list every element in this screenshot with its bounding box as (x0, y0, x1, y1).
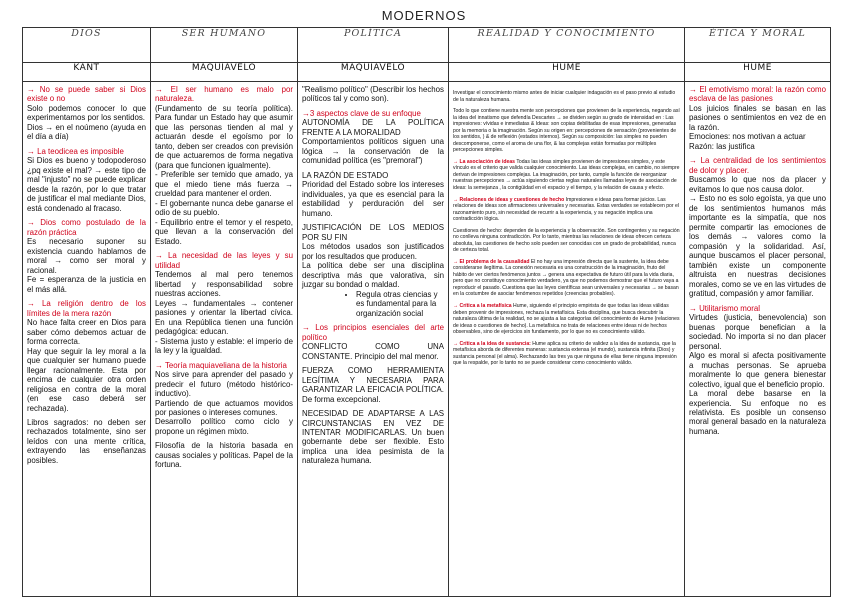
realidad-section (453, 341, 680, 367)
realidad-section (453, 90, 680, 103)
realidad-column (449, 82, 685, 597)
etica-text: Virtudes (justicia, benevolencia) son buenas porque benefician a la sociedad. No importa si no dan placer personal. Algo es moral si afecta positivamente a muchas personas. Se aprueba moralmente lo que genera bienestar colectivo, igual que el beneficio propio. La moral debe basarse en la experiencia. Su enfoque no es relativista. Es posible un consenso moral general basado en la naturaleza humana. (689, 313, 826, 436)
etica-column (685, 82, 831, 597)
author-header: HUME (685, 63, 831, 82)
ser-humano-content (151, 82, 297, 473)
realidad-text: Cuestiones de hecho: dependen de la experiencia y la observación. Son contingentes y su negación no conlleva ninguna contradicción. Por lo tanto, mientras las relaciones de ideas ofrecen certeza absoluta, las cuestiones de hecho solo pueden ser conocidas con un grado de probabilidad, nunca de certeza total. (453, 227, 680, 254)
politica-intro: "Realismo político" (Describir los hechos políticos tal y como son). (302, 85, 444, 104)
realidad-content (449, 82, 684, 375)
realidad-heading: → Relaciones de ideas y cuestiones de hecho (453, 196, 565, 203)
humano-section (155, 361, 293, 437)
dios-section (27, 85, 146, 142)
page-title: MODERNOS (381, 8, 467, 23)
humano-heading: → El ser humano es malo por naturaleza. (155, 85, 293, 104)
dios-content (23, 82, 150, 468)
realidad-text: Todo lo que contiene nuestra mente son percepciones que provienen de la experiencia, negando así la idea del innatismo que defendía Descartes → se dividen según su grado de intensidad en : Las impresiones: vívidas e inmediatas & Ideas: son copias debilitadas de esas impresiones, generadas por la memoria o la imaginación. Según su origen en: percepciones de sensación (provenientes de los sentidos, ) & de reflexión (estados internos). Según su composición: las simples no pueden descomponerse, como el aroma de una flor, & las complejas están formadas por múltiples percepciones simples. (453, 108, 680, 154)
realidad-heading: → Crítica a la idea de sustancia: (453, 340, 531, 347)
humano-text: Nos sirve para aprender del pasado y predecir el futuro (método histórico-inductivo). Partiendo de que actuamos movidos por pasiones o intereses comunes. Desarrollo político como ciclo y propone un régimen mixto. (155, 370, 293, 436)
etica-heading: → La centralidad de los sentimientos de dolor y placer. (689, 156, 826, 175)
topic-header-row (23, 28, 831, 63)
etica-text: Los juicios finales se basan en las pasiones o sentimientos en vez de en la razón. Emociones: nos motivan a actuar Razón: las justifica (689, 103, 826, 151)
dios-heading: → La religión dentro de los límites de la mera razón (27, 299, 146, 318)
dios-section (27, 147, 146, 213)
realidad-section (453, 159, 680, 192)
politica-content (298, 82, 448, 469)
realidad-text: Hume, siguiendo el principio empirista de que todas las ideas válidas deben provenir de impresiones, rechaza la metafísica. Esta disciplina, que busca descubrir la naturaleza última de la realidad, no se ajusta a las categorías del conocimiento de Hume (relaciones de ideas o cuestiones de hecho). La metafísica no trata de relaciones entre ideas ni de hechos observables, sino de ejercicios sin fundamento, por lo que no es conocimiento válido. (453, 303, 680, 336)
humano-text: Tendemos al mal pero tenemos libertad y responsabilidad sobre nuestras acciones. Leyes → fundamentales → contener pasiones y orientar la libertad cívica. En una República tienen una función pedagógica: educan. - Sistema justo y estable: el imperio de la ley y la igualdad. (155, 270, 293, 356)
dios-heading: → No se puede saber si Dios existe o no (27, 85, 146, 104)
humano-section (155, 441, 293, 469)
dios-text: No hace falta creer en Dios para saber cómo debemos actuar de forma correcta. Hay que seguir la ley moral a la que cualquier ser humano puede llegar racionalmente. Esta por encima de cualquier otra orden religiosa en contra de la moral (en ese caso deberá ser rechazada). (27, 318, 146, 413)
realidad-heading: → Crítica a la metafísica (453, 303, 512, 310)
topic-header: SER HUMANO (151, 28, 298, 63)
politica-bullet: • Regula otras ciencias y es fundamental para la organización social (356, 290, 444, 318)
politica-necesidad: NECESIDAD DE ADAPTARSE A LAS CIRCUNSTANCIAS EN VEZ DE INTENTAR MODIFICARLAS. Un buen gobernante debe ser flexible. Esto implica una idea pesimista de la naturaleza humana. (302, 409, 444, 466)
etica-content (685, 82, 830, 439)
humano-text: (Fundamento de su teoría política). Para fundar un Estado hay que asumir que las personas tienden al mal y actuarán desde el egoísmo por lo tanto, deben ser creados con previsión de que actuaremos de forma negativa (para que funcionen igualmente). - Preferible ser temido que amado, ya que el miedo tiene más fuerza → crueldad para mantener el orden. - El gobernante nunca debe ganarse el odio de su pueblo. - Equilibrio entre el temor y el respeto, que llevan a la conservación del Estado. (155, 103, 293, 246)
realidad-section (453, 228, 680, 254)
politica-bullet-list (316, 290, 444, 318)
politica-razon-estado: LA RAZÓN DE ESTADO Prioridad del Estado sobre los intereses individuales, ya que es esencial para la estabilidad y perduración del ser humano. (302, 170, 444, 218)
humano-heading: → La necesidad de las leyes y su utilidad (155, 251, 293, 270)
etica-heading: → El emotivismo moral: la razón como esclava de las pasiones (689, 85, 826, 104)
topic-header: DIOS (23, 28, 151, 63)
dios-text: Si Dios es bueno y todopoderoso ¿pq existe el mal? → este tipo de mal "injusto" no se puede explicar desde la razón, por lo que tratar de justificar el mal mediante Dios, está condenado al fracaso. (27, 156, 146, 213)
humano-section (155, 251, 293, 355)
realidad-text: Hume aplica su criterio de validez a la idea de sustancia, que la metafísica aborda de diferentes maneras: sustancia extensa (el mundo), sustancia infinita (Dios) y sustancia personal (el alma). Rechazando las tres ya que ninguna de ellas tiene ninguna impresión que la respalde, por lo tanto no se puede considerar como conocimiento válido. (453, 340, 677, 367)
realidad-text: Todas las ideas simples provienen de impresiones simples, y este vínculo es el criterio que valida cualquier conocimiento. Las ideas complejas, en cambio, no siempre derivan de impresiones complejas. La imaginación, por tanto, cumple la función de reorganizar nuestras percepciones → actúa siguiendo ciertas reglas naturales llamadas leyes de asociación de ideas: la semejanza , la contigüidad en el espacio y el tiempo, y la relación de causa y efecto. (453, 158, 680, 191)
politica-conflicto: CONFLICTO COMO UNA CONSTANTE. Principio del mal menor. (302, 342, 444, 361)
realidad-text: El no hay una impresión directa que la sustente, la idea debe considerarse ilegítima. La conexión necesaria es una construcción de la imaginación, fruto del hábito de ver ciertos fenómenos juntos → genera una expectativa de futuro útil para la vida diaria, pero que no constituye conocimiento verdadero, ya que no podemos demostrar que el futuro vaya a reproducir el pasado. Cuestiona que las leyes científicas sean universales y necesarias → se basan en la costumbre de asociar fenómenos repetidos (creencias probables). (453, 258, 679, 298)
etica-heading: → Utilitarismo moral (689, 303, 761, 313)
dios-section (27, 418, 146, 465)
politica-autonomia: AUTONOMÍA DE LA POLÍTICA FRENTE A LA MORALIDAD Comportamientos políticos siguen una lógica → la conservación de la comunidad política (es "premoral") (302, 118, 444, 166)
author-header: HUME (449, 63, 685, 82)
politica-justificacion: JUSTIFICACIÓN DE LOS MEDIOS POR SU FIN Los métodos usados son justificados por los resultados que producen. La política debe ser una disciplina descriptiva más que valorativa, sin juzgar su bondad o maldad. (302, 223, 444, 290)
realidad-text: Investigar el conocimiento mismo antes de iniciar cualquier indagación es el paso previo al estudio de la naturaleza humana. (453, 90, 676, 103)
dios-section (27, 218, 146, 294)
realidad-text: Impresiones e ideas para formar juicios. Las relaciones de ideas son afirmaciones universales y necesarias. Estas verdades se establecen por el razonamiento puro, sin necesidad de recurrir a la experiencia, y su negación implica una contradicción lógica. (453, 196, 679, 223)
author-header: KANT (23, 63, 151, 82)
author-header: MAQUIAVELO (151, 63, 298, 82)
etica-section (689, 156, 826, 298)
politica-column (298, 82, 449, 597)
topic-header: ÉTICA Y MORAL (685, 28, 831, 63)
dios-text: Solo podemos conocer lo que experimentamos por los sentidos. Dios → en el noúmeno (ayuda en el día a día) (27, 103, 146, 142)
realidad-heading: → La asociación de ideas (453, 158, 515, 165)
dios-section (27, 299, 146, 413)
realidad-section (453, 197, 680, 223)
realidad-heading: → El problema de la causalidad (453, 258, 530, 265)
politica-fuerza: FUERZA COMO HERRAMIENTA LEGÍTIMA Y NECESARIA PARA GARANTIZAR LA EFICACIA POLÍTICA. De forma excepcional. (302, 366, 444, 404)
etica-section (689, 304, 826, 437)
humano-section (155, 85, 293, 246)
dios-text: Libros sagrados: no deben ser rechazados totalmente, sino ser leídos con una mente crítica, extrayendo las enseñanzas posibles. (27, 417, 146, 465)
etica-section (689, 85, 826, 151)
topic-header: REALIDAD Y CONOCIMIENTO (449, 28, 685, 63)
realidad-section (453, 108, 680, 154)
author-header: MAQUIAVELO (298, 63, 449, 82)
topic-header: POLÍTICA (298, 28, 449, 63)
politica-heading: →3 aspectos clave de su enfoque (302, 108, 421, 118)
humano-heading: → Teoría maquiaveliana de la historia (155, 360, 287, 370)
ser-humano-column (151, 82, 298, 597)
author-header-row (23, 63, 831, 82)
humano-text: Filosofía de la historia basada en causas sociales y políticas. Papel de la fortuna. (155, 441, 293, 470)
comparison-table (22, 27, 831, 597)
etica-text: Buscamos lo que nos da placer y evitamos lo que nos causa dolor. → Esto no es solo egoísta, ya que uno de los sentimientos humanos más importante es la simpatía, que nos permite compartir las emociones de los demás → valores como la compasión y la solidaridad. Así, aunque buscamos el placer personal, también existe un componente altruista en nuestras decisiones morales, como se ve en las virtudes de gratitud, compasión y amor familiar. (689, 175, 826, 299)
dios-heading: → La teodicea es imposible (27, 146, 124, 156)
content-row (23, 82, 831, 597)
dios-column (23, 82, 151, 597)
dios-text: Es necesario suponer su existencia cuando hablamos de moral → como ser moral y racional. Fe = esperanza de la justicia en el más allá. (27, 237, 146, 294)
realidad-section (453, 303, 680, 336)
politica-heading: → Los principios esenciales del arte político (302, 323, 444, 342)
realidad-section (453, 259, 680, 298)
dios-heading: → Dios como postulado de la razón práctica (27, 218, 146, 237)
